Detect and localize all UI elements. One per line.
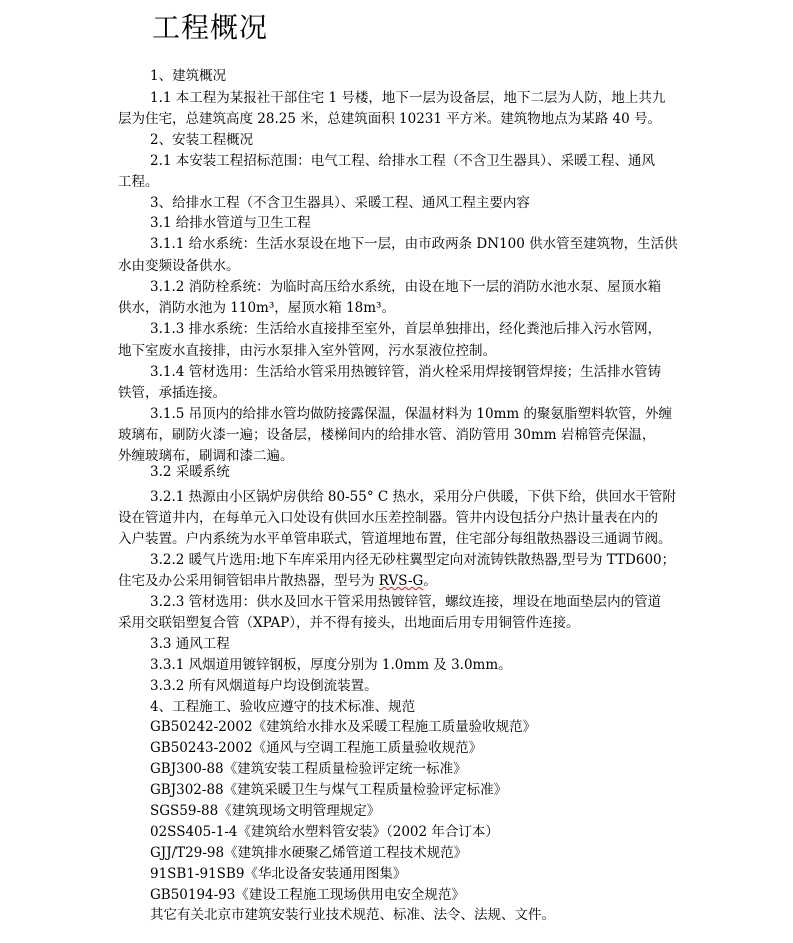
text-line: GB50243-2002《通风与空调工程施工质量验收规范》 (150, 740, 483, 756)
page-title: 工程概况 (152, 11, 269, 44)
text-line: GB50194-93《建设工程施工现场供用电安全规范》 (150, 887, 465, 903)
text-line: 3.2 采暖系统 (150, 464, 230, 480)
text-line: 91SB1-91SB9《华北设备安装通用图集》 (150, 866, 407, 882)
text-line: 3.1.5 吊顶内的给排水管均做防接露保温，保温材料为 10mm 的聚氨脂塑料软管，外缠 (150, 406, 673, 422)
text-line: 3.3 通风工程 (150, 636, 230, 652)
text-line: 1、建筑概况 (150, 68, 227, 84)
text-line: 采用交联铝塑复合管（XPAP），并不得有接头，出地面后用专用铜管件连接。 (118, 615, 580, 631)
text-line: 3.2.3 管材选用：供水及回水干管采用热镀锌管，螺纹连接，埋设在地面垫层内的管道 (150, 594, 662, 610)
text-line: 4、工程施工、验收应遵守的技术标准、规范 (150, 699, 416, 715)
text-line: 铁管，承插连接。 (118, 385, 226, 401)
text-line: 2.1 本安装工程招标范围：电气工程、给排水工程（不含卫生器具）、采暖工程、通风 (150, 153, 656, 169)
text-line: 层为住宅，总建筑高度 28.25 米，总建筑面积 10231 平方米。建筑物地点为某路 40 号。 (118, 111, 662, 127)
text-line: 入户装置。户内系统为水平单管串联式，管道埋地布置，住宅部分每组散热器设三通调节阀。 (118, 531, 672, 547)
text-line: 住宅及办公采用铜管铝串片散热器，型号为 RVS-G。 (118, 573, 437, 589)
text-line: GJJ/T29-98《建筑排水硬聚乙烯管道工程技术规范》 (150, 845, 468, 861)
text-line: 3、给排水工程（不含卫生器具）、采暖工程、通风工程主要内容 (150, 195, 530, 211)
text-line: GB50242-2002《建筑给水排水及采暖工程施工质量验收规范》 (150, 719, 537, 735)
text-line: GBJ300-88《建筑安装工程质量检验评定统一标准》 (150, 761, 467, 777)
text-line: 02SS405-1-4《建筑给水塑料管安装》（2002 年合订本） (150, 824, 499, 840)
text-line: 玻璃布，刷防火漆一遍；设备层，楼梯间内的给排水管、消防管用 30mm 岩棉管壳保温， (118, 427, 656, 443)
text-line: GBJ302-88《建筑采暖卫生与煤气工程质量检验评定标准》 (150, 782, 508, 798)
text-line: 3.1 给排水管道与卫生工程 (150, 215, 311, 231)
text-line: 3.1.2 消防栓系统：为临时高压给水系统，由设在地下一层的消防水池水泵、屋顶水箱 (150, 279, 662, 295)
text-line: SGS59-88《建筑现场文明管理规定》 (150, 803, 381, 819)
text-line: 外缠玻璃布，刷调和漆二遍。 (118, 448, 294, 464)
text-line: 3.1.3 排水系统：生活给水直接排至室外，首层单独排出，经化粪池后排入污水管网， (150, 321, 662, 337)
text-line: 3.1.1 给水系统：生活水泵设在地下一层，由市政两条 DN100 供水管至建筑物，生活供 (150, 236, 678, 252)
text-line: 其它有关北京市建筑安装行业技术规范、标准、法令、法规、文件。 (150, 907, 555, 923)
text-line: 2、安装工程概况 (150, 132, 254, 148)
text-line: 3.3.1 风烟道用镀锌钢板，厚度分别为 1.0mm 及 3.0mm。 (150, 657, 512, 673)
text-line: 1.1 本工程为某报社干部住宅 1 号楼，地下一层为设备层，地下二层为人防，地上共九 (150, 90, 666, 106)
text-line: 供水，消防水池为 110m³，屋顶水箱 18m³。 (118, 300, 395, 316)
text-line: 水由变频设备供水。 (118, 258, 240, 274)
text-line: 3.2.1 热源由小区锅炉房供给 80-55° C 热水，采用分户供暖，下供下给，供回水干管附 (150, 489, 677, 505)
text-line: 设在管道井内，在每单元入口处设有供回水压差控制器。管井内设包括分户热计量表在内的 (118, 510, 658, 526)
text-line: 工程。 (118, 174, 159, 190)
text-line: 3.3.2 所有风烟道每户均设倒流装置。 (150, 678, 378, 694)
text-line: 3.2.2 暖气片选用:地下车库采用内径无砂柱翼型定向对流铸铁散热器,型号为 TTD600； (150, 552, 676, 568)
text-line: 3.1.4 管材选用：生活给水管采用热镀锌管，消火栓采用焊接钢管焊接；生活排水管铸 (150, 364, 662, 380)
text-line: 地下室废水直接排，由污水泵排入室外管网，污水泵液位控制。 (118, 343, 496, 359)
